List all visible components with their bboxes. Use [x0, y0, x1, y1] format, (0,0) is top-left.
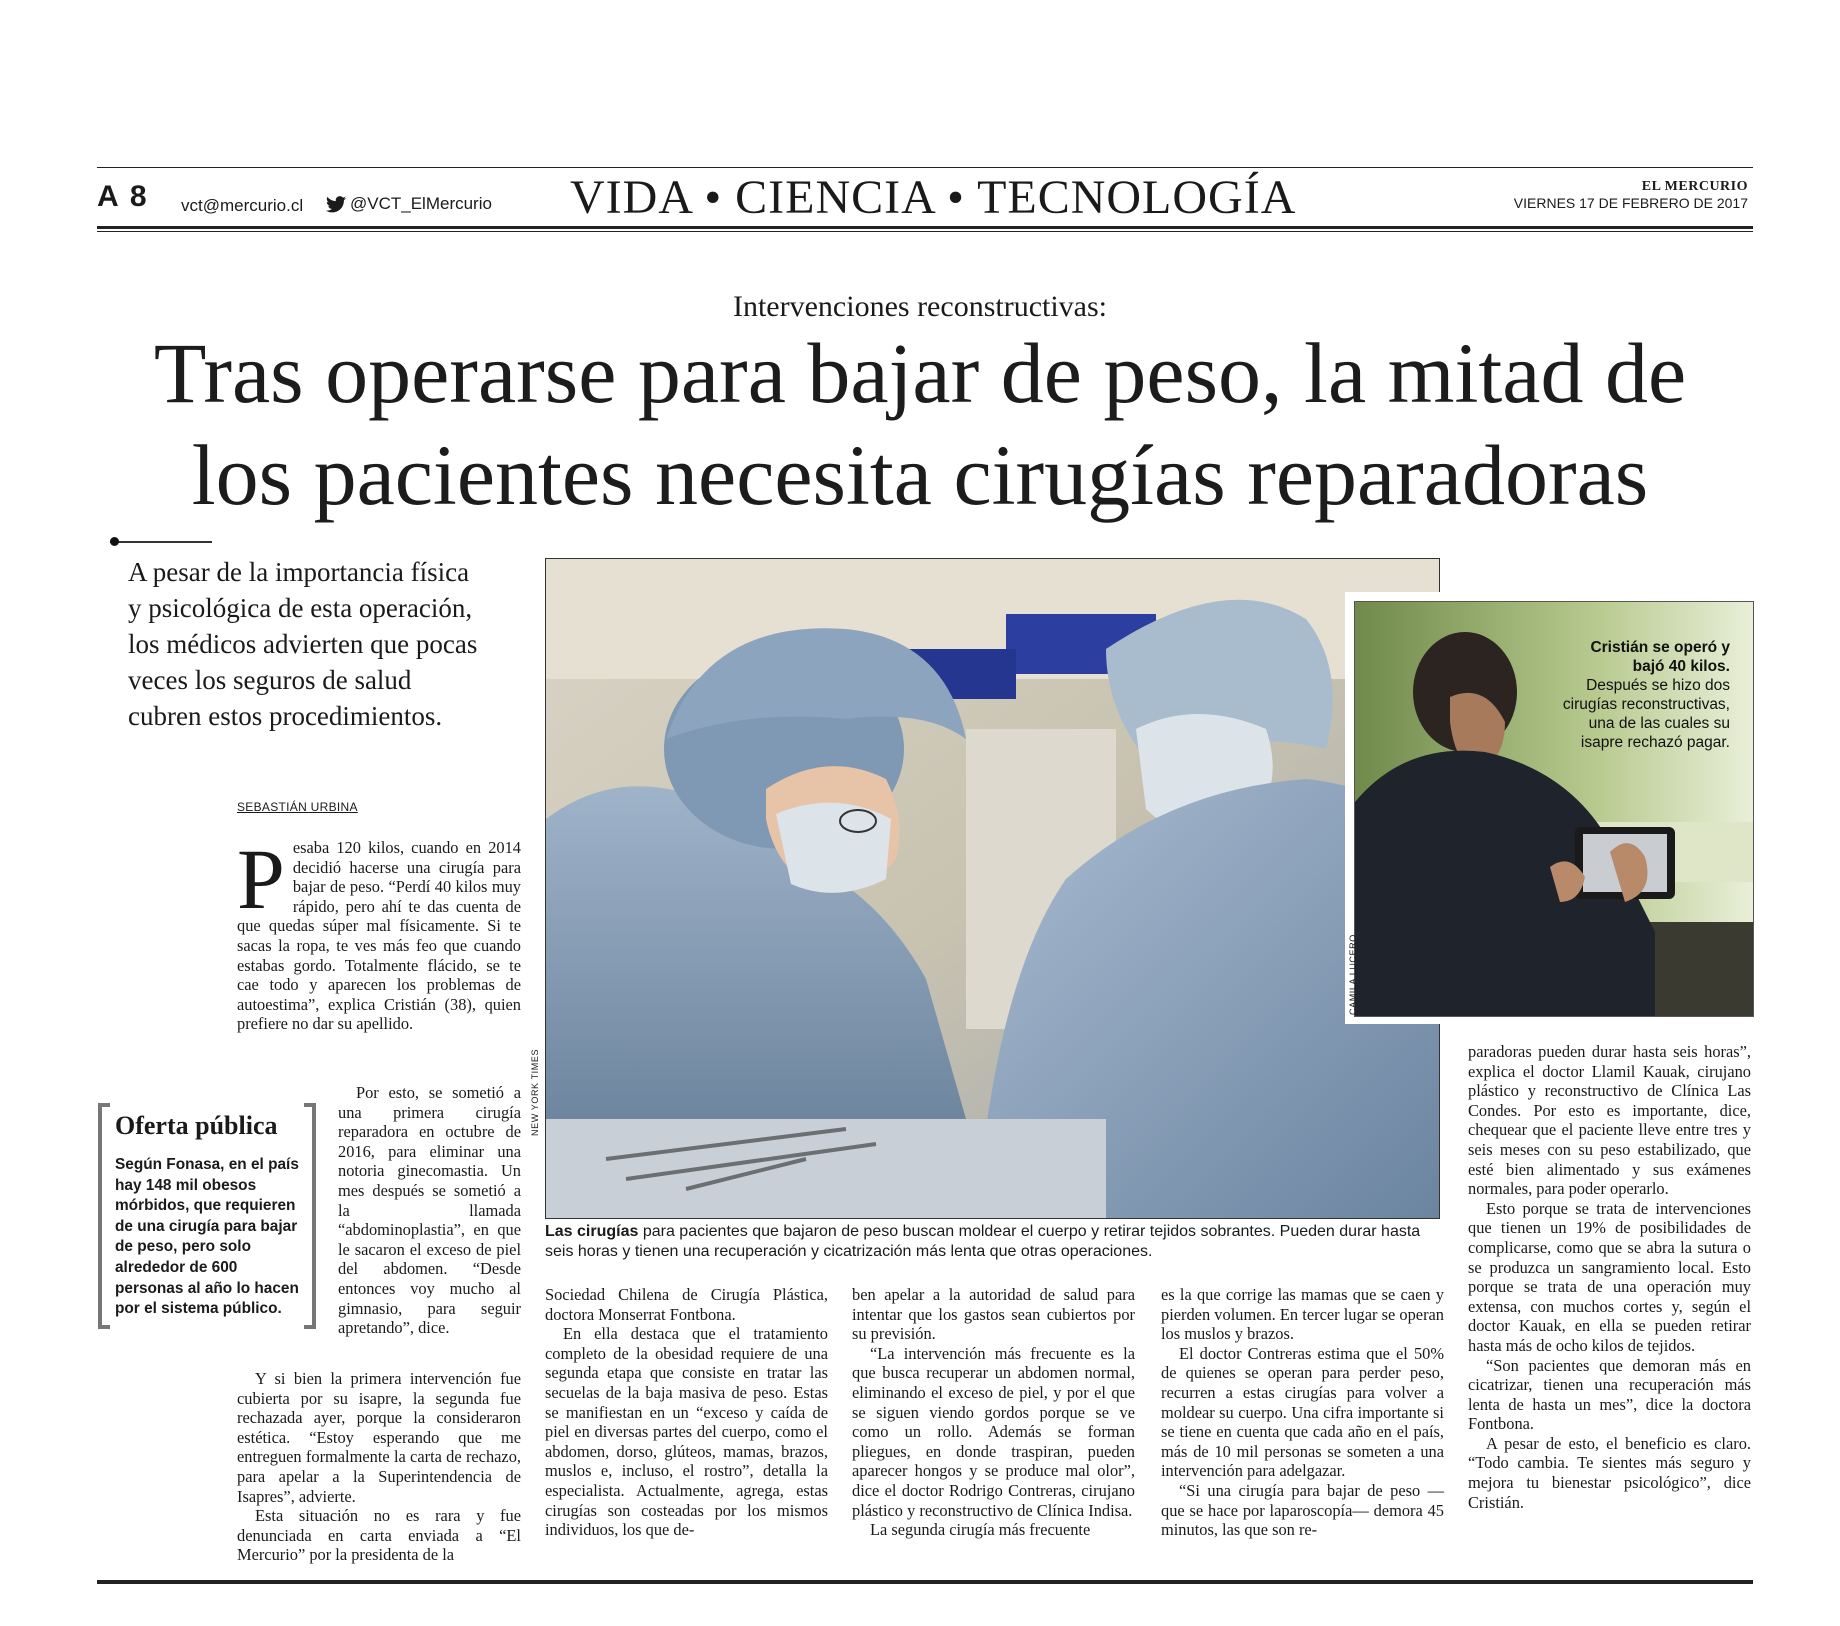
- body-paragraph: paradoras pueden durar hasta seis horas”, explica el doctor Llamil Kauak, cirujano plástico y reconstructivo de Clínica Las Condes. Por esto es importante, dice, chequear que el paciente lleve entre tres y seis meses con su peso estabilizado, que esté bien alimentado y sus exámenes normales, para poder operarlo.: [1468, 1042, 1751, 1199]
- newspaper-name: EL MERCURIO: [1641, 179, 1748, 194]
- bracket-left: [98, 1103, 102, 1329]
- headline-line-2: los pacientes necesita cirugías reparadoras: [191, 427, 1649, 523]
- body-paragraph: La segunda cirugía más frecuente: [870, 1520, 1091, 1540]
- bracket-left-bottom: [98, 1325, 110, 1329]
- body-column-4: [1161, 1285, 1444, 1540]
- body-paragraph: es la que corrige las mamas que se caen y pierden volumen. En tercer lugar se operan los muslos y brazos.: [1161, 1285, 1444, 1344]
- lead-bullet-dot: [110, 537, 119, 546]
- byline: SEBASTIÁN URBINA: [237, 800, 358, 814]
- body-paragraph: Sociedad Chilena de Cirugía Plástica, doctora Monserrat Fontbona.: [545, 1285, 828, 1324]
- section-email[interactable]: vct@mercurio.cl: [181, 196, 304, 215]
- drop-cap: P: [237, 831, 285, 927]
- inset-caption: [1560, 638, 1730, 752]
- article-headline: [80, 322, 1760, 526]
- body-column-1-middle: [338, 1083, 521, 1338]
- article-lead: A pesar de la importancia física y psicológica de esta operación, los médicos advierten que pocas veces los seguros de salud cubren estos procedimientos.: [128, 557, 478, 731]
- twitter-bird-icon: [326, 196, 346, 213]
- bracket-left-top: [98, 1103, 110, 1107]
- body-paragraph: “Si una cirugía para bajar de peso —que se hace por laparoscopía— demora 45 minutos, las que son re-: [1161, 1480, 1444, 1540]
- bracket-right-bottom: [304, 1325, 316, 1329]
- headline-line-1: Tras operarse para bajar de peso, la mitad de: [153, 325, 1687, 421]
- body-paragraph: esaba 120 kilos, cuando en 2014 decidió hacerse una cirugía para bajar de peso. “Perdí 40 kilos muy rápido, pero ahí te das cuenta de que quedas súper mal físicamente. Si te sacas la ropa, te ves más feo que cuando estabas gordo. Totalmente flácido, se te cae todo y aparecen los problemas de autoestima”, explica Cristián (38), quien prefiere no dar su apellido.: [237, 838, 521, 1034]
- bracket-right: [312, 1103, 316, 1329]
- bracket-right-top: [304, 1103, 316, 1107]
- surgery-photo: [545, 558, 1440, 1219]
- sidebar-title: Oferta pública: [115, 1111, 278, 1140]
- body-paragraph: “La intervención más frecuente es la que busca recuperar un abdomen normal, eliminando el exceso de piel, y por el que se siguen viendo gordos porque se ve como un rollo. Además se forman pliegues, en donde traspiran, pueden aparecer hongos y se produce mal olor”, dice el doctor Rodrigo Contreras, cirujano plástico y reconstructivo de Clínica Indisa.: [852, 1343, 1135, 1520]
- section-title: VIDA • CIENCIA • TECNOLOGÍA: [570, 171, 1297, 224]
- header-bottom-thin-rule: [97, 231, 1753, 232]
- header-top-rule: [97, 167, 1753, 168]
- body-column-3: [852, 1285, 1135, 1540]
- caption-lead: Las cirugías: [545, 1223, 639, 1240]
- body-column-5: [1468, 1042, 1751, 1512]
- inset-caption-lead: Cristián se operó y bajó 40 kilos.: [1590, 639, 1730, 675]
- twitter-handle: @VCT_ElMercurio: [350, 194, 492, 213]
- caption-text: para pacientes que bajaron de peso buscan moldear el cuerpo y retirar tejidos sobrantes. Pueden durar hasta seis horas y tienen una recuperación y cicatrización más lenta que otras operaciones.: [545, 1223, 1421, 1260]
- body-paragraph: ben apelar a la autoridad de salud para intentar que los gastos sean cubiertos por su previsión.: [852, 1285, 1135, 1344]
- section-twitter[interactable]: [326, 194, 492, 214]
- body-paragraph: A pesar de esto, el beneficio es claro. “Todo cambia. Te sientes más seguro y mejora tu bienestar psicológico”, dice Cristián.: [1468, 1433, 1751, 1512]
- body-paragraph: Esto porque se trata de intervenciones que tienen un 19% de posibilidades de complicarse, como que se abra la sutura o se produzca un sangramiento local. Esto porque se trata de una operación muy extensa, con muchos cortes y, según el doctor Kauak, en ella se pueden retirar hasta más de ocho kilos de tejidos.: [1468, 1198, 1751, 1355]
- sidebar-body: Según Fonasa, en el país hay 148 mil obesos mórbidos, que requieren de una cirugía para bajar de peso, pero solo alrededor de 600 personas al año lo hacen por el sistema público.: [115, 1156, 299, 1318]
- lead-divider: [110, 541, 212, 543]
- body-column-1-bottom: [237, 1369, 521, 1565]
- inset-caption-text: Después se hizo dos cirugías reconstructivas, una de las cuales su isapre rechazó pagar.: [1562, 677, 1730, 751]
- article-kicker: Intervenciones reconstructivas:: [732, 290, 1108, 323]
- photo-caption: [545, 1222, 1445, 1262]
- sidebar-box: [98, 1103, 316, 1329]
- header-bottom-rule: [97, 226, 1753, 229]
- body-paragraph: “Son pacientes que demoran más en cicatrizar, tienen una recuperación más lenta de hasta un mes”, dice la doctora Fontbona.: [1468, 1355, 1751, 1434]
- photo-credit: NEW YORK TIMES: [530, 1048, 540, 1136]
- page-bottom-rule: [97, 1580, 1753, 1584]
- body-paragraph: Y si bien la primera intervención fue cubierta por su isapre, la segunda fue rechazada ayer, porque la consideraron estética. “Estoy esperando que me entreguen formalmente la carta de rechazo, para apelar a la Superintendencia de Isapres”, advierte.: [237, 1369, 521, 1506]
- page-number: A 8: [97, 180, 149, 213]
- surgeons-illustration: [546, 559, 1439, 1218]
- body-paragraph: Por esto, se sometió a una primera cirugía reparadora en octubre de 2016, para eliminar una notoria ginecomastia. Un mes después se sometió a la llamada “abdominoplastia”, en que le sacaron el exceso de piel del abdomen. “Desde entonces voy mucho al gimnasio, para seguir apretando”, dice.: [338, 1083, 521, 1338]
- issue-date: VIERNES 17 DE FEBRERO DE 2017: [1513, 195, 1748, 211]
- body-paragraph: Esta situación no es rara y fue denunciada en carta enviada a “El Mercurio” por la presidenta de la: [237, 1506, 521, 1565]
- body-column-2: [545, 1285, 828, 1540]
- body-column-1-top: [237, 831, 521, 1034]
- body-paragraph: El doctor Contreras estima que el 50% de quienes se operan para perder peso, recurren a estas cirugías para volver a moldear su cuerpo. Una cifra importante si se tiene en cuenta que cada año en el país, más de 10 mil personas se someten a una intervención para adelgazar.: [1161, 1343, 1444, 1481]
- body-paragraph: En ella destaca que el tratamiento completo de la obesidad requiere de una segunda etapa que consiste en tratar las secuelas de la baja masiva de peso. Estas se manifiestan en un “exceso y caída de piel en diversas partes del cuerpo, como el abdomen, dorso, glúteos, mamas, brazos, muslos e, incluso, el rostro”, detalla la especialista. Actualmente, agrega, estas cirugías son costeadas por los mismos individuos, los que de-: [545, 1324, 828, 1540]
- inset-photo-credit: CAMILA LUCERO: [1348, 934, 1358, 1015]
